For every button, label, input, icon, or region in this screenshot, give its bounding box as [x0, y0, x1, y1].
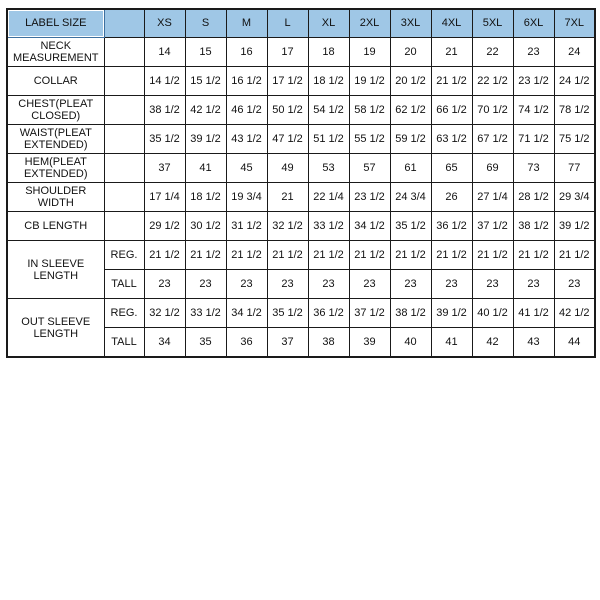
header-row	[7, 9, 595, 38]
size-value-cell: 39 1/2	[431, 299, 472, 328]
table-row	[7, 38, 595, 67]
measurement-label: WAIST(PLEAT EXTENDED)	[7, 125, 104, 154]
size-value-cell: 38 1/2	[390, 299, 431, 328]
size-value-cell: 26	[431, 183, 472, 212]
size-header: 7XL	[554, 9, 595, 38]
size-value-cell: 77	[554, 154, 595, 183]
size-value-cell: 74 1/2	[513, 96, 554, 125]
size-value-cell: 51 1/2	[308, 125, 349, 154]
size-value-cell: 33 1/2	[308, 212, 349, 241]
size-value-cell: 24 3/4	[390, 183, 431, 212]
size-value-cell: 35	[185, 328, 226, 358]
measurement-label: IN SLEEVE LENGTH	[7, 241, 104, 299]
size-value-cell: 17	[267, 38, 308, 67]
size-header: S	[185, 9, 226, 38]
size-header: 6XL	[513, 9, 554, 38]
size-value-cell: 17 1/4	[144, 183, 185, 212]
size-value-cell: 24 1/2	[554, 67, 595, 96]
size-value-cell: 78 1/2	[554, 96, 595, 125]
size-value-cell: 23	[513, 270, 554, 299]
size-value-cell: 53	[308, 154, 349, 183]
size-value-cell: 23	[390, 270, 431, 299]
table-row	[7, 154, 595, 183]
size-value-cell: 71 1/2	[513, 125, 554, 154]
size-value-cell: 19 1/2	[349, 67, 390, 96]
size-value-cell: 35 1/2	[267, 299, 308, 328]
size-value-cell: 58 1/2	[349, 96, 390, 125]
size-value-cell: 21 1/2	[226, 241, 267, 270]
size-value-cell: 36 1/2	[431, 212, 472, 241]
size-chart-body	[7, 38, 595, 358]
size-value-cell: 23	[513, 38, 554, 67]
size-value-cell: 41 1/2	[513, 299, 554, 328]
size-value-cell: 47 1/2	[267, 125, 308, 154]
table-row	[7, 183, 595, 212]
sub-label: REG.	[104, 299, 144, 328]
sub-label	[104, 212, 144, 241]
sub-label	[104, 154, 144, 183]
table-row	[7, 241, 595, 270]
table-row	[7, 67, 595, 96]
size-value-cell: 23	[349, 270, 390, 299]
size-value-cell: 23	[472, 270, 513, 299]
size-value-cell: 45	[226, 154, 267, 183]
size-value-cell: 17 1/2	[267, 67, 308, 96]
size-value-cell: 23	[431, 270, 472, 299]
size-value-cell: 75 1/2	[554, 125, 595, 154]
size-value-cell: 16	[226, 38, 267, 67]
sub-label	[104, 183, 144, 212]
size-value-cell: 21 1/2	[431, 67, 472, 96]
measurement-label: HEM(PLEAT EXTENDED)	[7, 154, 104, 183]
size-value-cell: 38 1/2	[513, 212, 554, 241]
size-value-cell: 42 1/2	[554, 299, 595, 328]
size-value-cell: 23	[185, 270, 226, 299]
size-value-cell: 21 1/2	[554, 241, 595, 270]
sub-label	[104, 125, 144, 154]
label-size-header: LABEL SIZE	[7, 9, 104, 38]
size-value-cell: 37	[267, 328, 308, 358]
size-header: L	[267, 9, 308, 38]
size-value-cell: 34 1/2	[349, 212, 390, 241]
size-value-cell: 22	[472, 38, 513, 67]
size-value-cell: 15	[185, 38, 226, 67]
size-value-cell: 62 1/2	[390, 96, 431, 125]
sub-label: REG.	[104, 241, 144, 270]
size-value-cell: 29 1/2	[144, 212, 185, 241]
size-value-cell: 23 1/2	[349, 183, 390, 212]
size-value-cell: 21 1/2	[308, 241, 349, 270]
table-row	[7, 96, 595, 125]
size-value-cell: 21 1/2	[390, 241, 431, 270]
size-value-cell: 15 1/2	[185, 67, 226, 96]
size-value-cell: 39 1/2	[185, 125, 226, 154]
size-value-cell: 41	[185, 154, 226, 183]
size-value-cell: 33 1/2	[185, 299, 226, 328]
size-value-cell: 42	[472, 328, 513, 358]
size-value-cell: 22 1/4	[308, 183, 349, 212]
size-value-cell: 44	[554, 328, 595, 358]
size-value-cell: 18 1/2	[185, 183, 226, 212]
size-value-cell: 19	[349, 38, 390, 67]
size-value-cell: 21 1/2	[513, 241, 554, 270]
sub-label	[104, 67, 144, 96]
size-value-cell: 36 1/2	[308, 299, 349, 328]
size-value-cell: 21 1/2	[185, 241, 226, 270]
size-header: M	[226, 9, 267, 38]
size-value-cell: 23	[144, 270, 185, 299]
size-value-cell: 29 3/4	[554, 183, 595, 212]
size-value-cell: 21 1/2	[267, 241, 308, 270]
size-value-cell: 42 1/2	[185, 96, 226, 125]
measurement-label: CHEST(PLEAT CLOSED)	[7, 96, 104, 125]
size-value-cell: 23	[554, 270, 595, 299]
sub-label: TALL	[104, 270, 144, 299]
table-row	[7, 125, 595, 154]
size-value-cell: 23	[308, 270, 349, 299]
size-value-cell: 21 1/2	[431, 241, 472, 270]
size-value-cell: 23	[226, 270, 267, 299]
measurement-label: NECK MEASUREMENT	[7, 38, 104, 67]
size-header: 4XL	[431, 9, 472, 38]
size-header: 2XL	[349, 9, 390, 38]
size-value-cell: 21 1/2	[472, 241, 513, 270]
size-value-cell: 35 1/2	[390, 212, 431, 241]
size-value-cell: 21 1/2	[144, 241, 185, 270]
size-value-cell: 37 1/2	[349, 299, 390, 328]
size-value-cell: 16 1/2	[226, 67, 267, 96]
sub-label: TALL	[104, 328, 144, 358]
size-value-cell: 55 1/2	[349, 125, 390, 154]
size-value-cell: 49	[267, 154, 308, 183]
size-value-cell: 34 1/2	[226, 299, 267, 328]
size-value-cell: 31 1/2	[226, 212, 267, 241]
measurement-label: OUT SLEEVE LENGTH	[7, 299, 104, 358]
size-value-cell: 40 1/2	[472, 299, 513, 328]
size-value-cell: 41	[431, 328, 472, 358]
size-value-cell: 22 1/2	[472, 67, 513, 96]
size-value-cell: 39	[349, 328, 390, 358]
size-value-cell: 46 1/2	[226, 96, 267, 125]
table-row	[7, 299, 595, 328]
size-value-cell: 69	[472, 154, 513, 183]
measurement-label: CB LENGTH	[7, 212, 104, 241]
size-header: 3XL	[390, 9, 431, 38]
sub-label	[104, 38, 144, 67]
size-value-cell: 27 1/4	[472, 183, 513, 212]
size-value-cell: 38 1/2	[144, 96, 185, 125]
size-header: XS	[144, 9, 185, 38]
measurement-label: SHOULDER WIDTH	[7, 183, 104, 212]
size-value-cell: 40	[390, 328, 431, 358]
size-value-cell: 20	[390, 38, 431, 67]
size-value-cell: 28 1/2	[513, 183, 554, 212]
size-value-cell: 70 1/2	[472, 96, 513, 125]
size-header: XL	[308, 9, 349, 38]
size-value-cell: 19 3/4	[226, 183, 267, 212]
size-value-cell: 63 1/2	[431, 125, 472, 154]
table-row	[7, 212, 595, 241]
size-value-cell: 32 1/2	[267, 212, 308, 241]
size-value-cell: 54 1/2	[308, 96, 349, 125]
size-value-cell: 57	[349, 154, 390, 183]
size-value-cell: 35 1/2	[144, 125, 185, 154]
size-value-cell: 43	[513, 328, 554, 358]
size-value-cell: 65	[431, 154, 472, 183]
size-value-cell: 36	[226, 328, 267, 358]
size-value-cell: 37	[144, 154, 185, 183]
size-value-cell: 30 1/2	[185, 212, 226, 241]
size-value-cell: 14	[144, 38, 185, 67]
size-value-cell: 39 1/2	[554, 212, 595, 241]
size-value-cell: 20 1/2	[390, 67, 431, 96]
size-value-cell: 67 1/2	[472, 125, 513, 154]
size-value-cell: 24	[554, 38, 595, 67]
size-value-cell: 43 1/2	[226, 125, 267, 154]
size-value-cell: 23	[267, 270, 308, 299]
size-value-cell: 66 1/2	[431, 96, 472, 125]
size-value-cell: 37 1/2	[472, 212, 513, 241]
size-value-cell: 50 1/2	[267, 96, 308, 125]
size-value-cell: 21 1/2	[349, 241, 390, 270]
size-value-cell: 34	[144, 328, 185, 358]
measurement-label: COLLAR	[7, 67, 104, 96]
sub-label-header	[104, 9, 144, 38]
size-value-cell: 32 1/2	[144, 299, 185, 328]
sub-label	[104, 96, 144, 125]
size-value-cell: 18 1/2	[308, 67, 349, 96]
size-value-cell: 14 1/2	[144, 67, 185, 96]
size-chart-table	[6, 8, 596, 358]
size-value-cell: 23 1/2	[513, 67, 554, 96]
size-value-cell: 38	[308, 328, 349, 358]
size-value-cell: 59 1/2	[390, 125, 431, 154]
size-value-cell: 21	[431, 38, 472, 67]
size-value-cell: 73	[513, 154, 554, 183]
size-value-cell: 61	[390, 154, 431, 183]
size-value-cell: 18	[308, 38, 349, 67]
size-header: 5XL	[472, 9, 513, 38]
size-value-cell: 21	[267, 183, 308, 212]
